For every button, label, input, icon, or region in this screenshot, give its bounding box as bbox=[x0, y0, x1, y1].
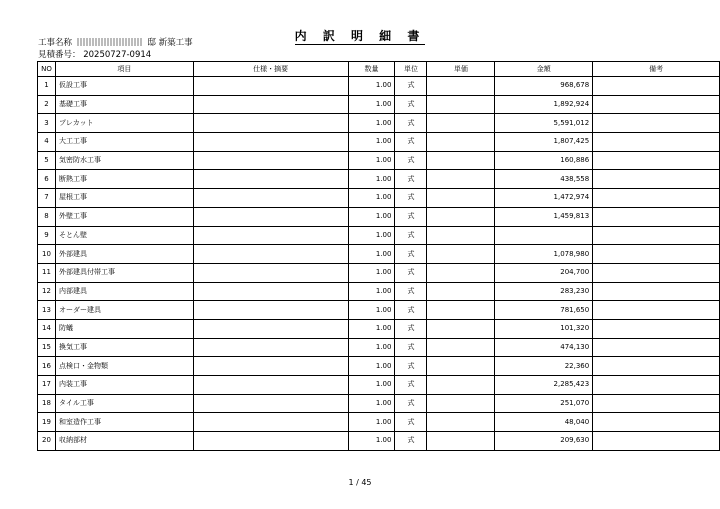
cell-remarks bbox=[593, 413, 720, 432]
cell-amount: 251,070 bbox=[495, 394, 593, 413]
cell-unit-price bbox=[427, 394, 495, 413]
cell-spec bbox=[193, 245, 348, 264]
estimate-number-value: 20250727-0914 bbox=[83, 50, 152, 60]
cell-amount: 5,591,012 bbox=[495, 114, 593, 133]
cell-quantity: 1.00 bbox=[348, 245, 395, 264]
cell-remarks bbox=[593, 319, 720, 338]
cell-unit: 式 bbox=[395, 282, 427, 301]
cell-unit: 式 bbox=[395, 151, 427, 170]
cell-spec bbox=[193, 263, 348, 282]
table-row bbox=[38, 432, 720, 451]
cell-item-name: オーダー建具 bbox=[55, 301, 193, 320]
cell-spec bbox=[193, 394, 348, 413]
cell-amount: 781,650 bbox=[495, 301, 593, 320]
cell-unit-price bbox=[427, 376, 495, 395]
cell-amount: 283,230 bbox=[495, 282, 593, 301]
table-row bbox=[38, 151, 720, 170]
cell-remarks bbox=[593, 432, 720, 451]
cell-amount: 160,886 bbox=[495, 151, 593, 170]
cell-amount: 1,807,425 bbox=[495, 133, 593, 152]
cell-spec bbox=[193, 77, 348, 96]
cell-unit-price bbox=[427, 114, 495, 133]
cell-quantity: 1.00 bbox=[348, 95, 395, 114]
cell-quantity: 1.00 bbox=[348, 319, 395, 338]
cell-remarks bbox=[593, 226, 720, 245]
cell-quantity: 1.00 bbox=[348, 170, 395, 189]
cell-no: 18 bbox=[38, 394, 56, 413]
cell-no: 7 bbox=[38, 189, 56, 208]
cell-unit-price bbox=[427, 226, 495, 245]
project-name-line bbox=[38, 38, 193, 48]
cell-spec bbox=[193, 413, 348, 432]
cell-quantity: 1.00 bbox=[348, 338, 395, 357]
cell-no: 15 bbox=[38, 338, 56, 357]
cell-item-name: 断熱工事 bbox=[55, 170, 193, 189]
table-header-row bbox=[38, 62, 720, 77]
cell-item-name: プレカット bbox=[55, 114, 193, 133]
cell-no: 11 bbox=[38, 263, 56, 282]
cell-item-name: 気密防水工事 bbox=[55, 151, 193, 170]
cell-spec bbox=[193, 151, 348, 170]
document-title-text: 内 訳 明 細 書 bbox=[294, 29, 426, 43]
cell-no: 2 bbox=[38, 95, 56, 114]
cell-item-name: 屋根工事 bbox=[55, 189, 193, 208]
cell-remarks bbox=[593, 282, 720, 301]
cell-remarks bbox=[593, 170, 720, 189]
table-row bbox=[38, 189, 720, 208]
cell-quantity: 1.00 bbox=[348, 432, 395, 451]
cell-quantity: 1.00 bbox=[348, 114, 395, 133]
cell-remarks bbox=[593, 357, 720, 376]
cell-item-name: 内装工事 bbox=[55, 376, 193, 395]
cell-remarks bbox=[593, 338, 720, 357]
cell-spec bbox=[193, 282, 348, 301]
cell-spec bbox=[193, 114, 348, 133]
cell-item-name: 防蟻 bbox=[55, 319, 193, 338]
cell-unit-price bbox=[427, 189, 495, 208]
cell-unit: 式 bbox=[395, 319, 427, 338]
cell-amount: 48,040 bbox=[495, 413, 593, 432]
cell-quantity: 1.00 bbox=[348, 282, 395, 301]
cell-item-name: 仮設工事 bbox=[55, 77, 193, 96]
cell-unit: 式 bbox=[395, 376, 427, 395]
table-body bbox=[38, 77, 720, 451]
cell-unit: 式 bbox=[395, 394, 427, 413]
column-header-no: NO bbox=[38, 62, 56, 77]
cell-item-name: 外部建具付帯工事 bbox=[55, 263, 193, 282]
estimate-number-line bbox=[38, 50, 151, 60]
cell-amount: 1,892,924 bbox=[495, 95, 593, 114]
cell-quantity: 1.00 bbox=[348, 301, 395, 320]
cell-item-name: 外壁工事 bbox=[55, 207, 193, 226]
cell-item-name: 外部建具 bbox=[55, 245, 193, 264]
cell-remarks bbox=[593, 133, 720, 152]
cell-amount: 204,700 bbox=[495, 263, 593, 282]
cell-spec bbox=[193, 133, 348, 152]
cell-item-name: 収納部材 bbox=[55, 432, 193, 451]
cell-item-name: 大工工事 bbox=[55, 133, 193, 152]
cell-quantity: 1.00 bbox=[348, 263, 395, 282]
cell-quantity: 1.00 bbox=[348, 151, 395, 170]
cell-item-name: タイル工事 bbox=[55, 394, 193, 413]
cell-unit: 式 bbox=[395, 133, 427, 152]
table-row bbox=[38, 394, 720, 413]
cell-unit-price bbox=[427, 338, 495, 357]
cell-amount: 2,285,423 bbox=[495, 376, 593, 395]
cell-unit: 式 bbox=[395, 263, 427, 282]
cell-amount: 438,558 bbox=[495, 170, 593, 189]
cell-amount: 1,472,974 bbox=[495, 189, 593, 208]
estimate-number-label: 見積番号： bbox=[38, 50, 81, 60]
cell-remarks bbox=[593, 263, 720, 282]
cell-unit: 式 bbox=[395, 95, 427, 114]
cell-unit-price bbox=[427, 413, 495, 432]
column-header-quantity: 数量 bbox=[348, 62, 395, 77]
cell-spec bbox=[193, 357, 348, 376]
cell-item-name: 換気工事 bbox=[55, 338, 193, 357]
table-row bbox=[38, 114, 720, 133]
cell-item-name: そとん壁 bbox=[55, 226, 193, 245]
column-header-remarks: 備考 bbox=[593, 62, 720, 77]
cell-unit: 式 bbox=[395, 245, 427, 264]
cell-no: 10 bbox=[38, 245, 56, 264]
table-row bbox=[38, 376, 720, 395]
cell-quantity: 1.00 bbox=[348, 357, 395, 376]
cell-unit-price bbox=[427, 95, 495, 114]
project-name-label: 工事名称 bbox=[38, 38, 73, 48]
cell-unit: 式 bbox=[395, 226, 427, 245]
cell-no: 8 bbox=[38, 207, 56, 226]
table-row bbox=[38, 319, 720, 338]
table-row bbox=[38, 263, 720, 282]
cell-quantity: 1.00 bbox=[348, 376, 395, 395]
cell-no: 17 bbox=[38, 376, 56, 395]
cell-unit-price bbox=[427, 133, 495, 152]
column-header-unit: 単位 bbox=[395, 62, 427, 77]
cell-amount: 1,078,980 bbox=[495, 245, 593, 264]
table-row bbox=[38, 226, 720, 245]
cell-no: 20 bbox=[38, 432, 56, 451]
breakdown-table bbox=[37, 61, 720, 451]
cell-spec bbox=[193, 170, 348, 189]
cell-spec bbox=[193, 207, 348, 226]
cell-amount: 101,320 bbox=[495, 319, 593, 338]
table-row bbox=[38, 133, 720, 152]
cell-spec bbox=[193, 432, 348, 451]
cell-remarks bbox=[593, 95, 720, 114]
cell-unit-price bbox=[427, 77, 495, 96]
column-header-item: 項目 bbox=[55, 62, 193, 77]
cell-remarks bbox=[593, 151, 720, 170]
cell-item-name: 点検口・金物類 bbox=[55, 357, 193, 376]
cell-unit: 式 bbox=[395, 189, 427, 208]
cell-unit-price bbox=[427, 357, 495, 376]
project-name-suffix: 邸 新築工事 bbox=[147, 38, 193, 48]
table-row bbox=[38, 338, 720, 357]
cell-no: 6 bbox=[38, 170, 56, 189]
cell-remarks bbox=[593, 301, 720, 320]
redacted-client-name bbox=[77, 38, 143, 46]
cell-unit: 式 bbox=[395, 207, 427, 226]
cell-no: 13 bbox=[38, 301, 56, 320]
cell-unit-price bbox=[427, 245, 495, 264]
cell-item-name: 基礎工事 bbox=[55, 95, 193, 114]
cell-unit-price bbox=[427, 301, 495, 320]
cell-remarks bbox=[593, 394, 720, 413]
cell-amount bbox=[495, 226, 593, 245]
cell-quantity: 1.00 bbox=[348, 226, 395, 245]
page-number: 1 / 45 bbox=[348, 478, 372, 487]
cell-unit-price bbox=[427, 432, 495, 451]
cell-unit-price bbox=[427, 151, 495, 170]
cell-unit: 式 bbox=[395, 338, 427, 357]
cell-remarks bbox=[593, 245, 720, 264]
cell-amount: 1,459,813 bbox=[495, 207, 593, 226]
cell-quantity: 1.00 bbox=[348, 394, 395, 413]
cell-unit: 式 bbox=[395, 170, 427, 189]
cell-no: 19 bbox=[38, 413, 56, 432]
cell-no: 14 bbox=[38, 319, 56, 338]
column-header-spec: 仕様・摘要 bbox=[193, 62, 348, 77]
table-row bbox=[38, 282, 720, 301]
table-row bbox=[38, 413, 720, 432]
cell-no: 5 bbox=[38, 151, 56, 170]
cell-quantity: 1.00 bbox=[348, 77, 395, 96]
cell-no: 12 bbox=[38, 282, 56, 301]
cell-amount: 209,630 bbox=[495, 432, 593, 451]
cell-quantity: 1.00 bbox=[348, 133, 395, 152]
table-row bbox=[38, 207, 720, 226]
cell-no: 9 bbox=[38, 226, 56, 245]
cell-unit-price bbox=[427, 263, 495, 282]
column-header-unit-price: 単価 bbox=[427, 62, 495, 77]
cell-remarks bbox=[593, 114, 720, 133]
cell-unit: 式 bbox=[395, 432, 427, 451]
cell-amount: 22,360 bbox=[495, 357, 593, 376]
cell-unit-price bbox=[427, 170, 495, 189]
cell-spec bbox=[193, 95, 348, 114]
cell-amount: 474,130 bbox=[495, 338, 593, 357]
cell-spec bbox=[193, 189, 348, 208]
table-row bbox=[38, 301, 720, 320]
table-row bbox=[38, 245, 720, 264]
column-header-amount: 金額 bbox=[495, 62, 593, 77]
cell-unit: 式 bbox=[395, 77, 427, 96]
cell-unit: 式 bbox=[395, 357, 427, 376]
cell-remarks bbox=[593, 189, 720, 208]
cell-remarks bbox=[593, 376, 720, 395]
cell-no: 4 bbox=[38, 133, 56, 152]
cell-remarks bbox=[593, 77, 720, 96]
cell-no: 3 bbox=[38, 114, 56, 133]
cell-spec bbox=[193, 376, 348, 395]
cell-unit-price bbox=[427, 282, 495, 301]
cell-spec bbox=[193, 319, 348, 338]
table-row bbox=[38, 95, 720, 114]
table-row bbox=[38, 77, 720, 96]
cell-unit: 式 bbox=[395, 301, 427, 320]
cell-no: 1 bbox=[38, 77, 56, 96]
cell-item-name: 内部建具 bbox=[55, 282, 193, 301]
cell-spec bbox=[193, 226, 348, 245]
cell-unit-price bbox=[427, 207, 495, 226]
cell-unit: 式 bbox=[395, 114, 427, 133]
cell-remarks bbox=[593, 207, 720, 226]
cell-spec bbox=[193, 338, 348, 357]
cell-quantity: 1.00 bbox=[348, 189, 395, 208]
cell-unit-price bbox=[427, 319, 495, 338]
cell-spec bbox=[193, 301, 348, 320]
cell-quantity: 1.00 bbox=[348, 207, 395, 226]
cell-amount: 968,678 bbox=[495, 77, 593, 96]
cell-item-name: 和室造作工事 bbox=[55, 413, 193, 432]
cell-quantity: 1.00 bbox=[348, 413, 395, 432]
table-row bbox=[38, 357, 720, 376]
table-row bbox=[38, 170, 720, 189]
cell-no: 16 bbox=[38, 357, 56, 376]
cell-unit: 式 bbox=[395, 413, 427, 432]
